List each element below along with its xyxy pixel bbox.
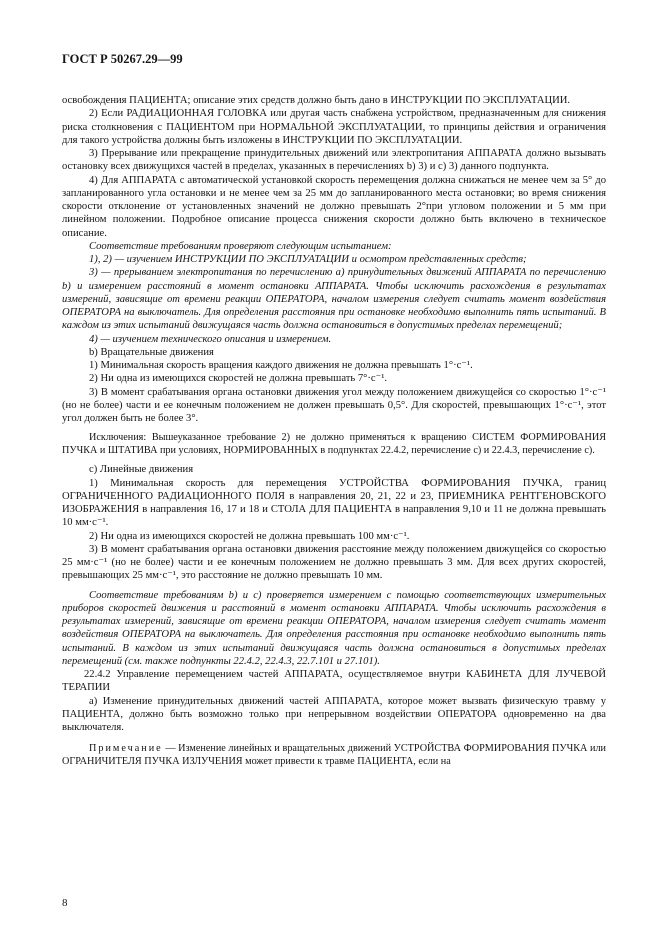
paragraph: а) Изменение принудительных движений частей АППАРАТА, которое может вызвать физическую травму у ПАЦИЕНТА, должно быть возможно только при непрерывном воздействии ОПЕРАТОРА одновременно на два выключателя.: [62, 695, 606, 733]
exception-paragraph: Исключения: Вышеуказанное требование 2) не должно применяться к вращению СИСТЕМ ФОРМИРОВАНИЯ ПУЧКА и ШТАТИВА при условиях, НОРМИРОВАННЫХ в подпунктах 22.4.2, перечисление с) и 22.4.3, перечисление с).: [62, 432, 606, 457]
note-paragraph: [62, 742, 606, 768]
list-heading: b) Вращательные движения: [89, 346, 214, 358]
paragraph: освобождения ПАЦИЕНТА; описание этих средств должно быть дано в ИНСТРУКЦИИ ПО ЭКСПЛУАТАЦИИ.: [62, 95, 571, 106]
paragraph: 4) Для АППАРАТА с автоматической установкой скорость перемещения должна снижаться не менее чем за 5° до запланированного угла остановки и не менее чем за 25 мм до запланированного места остановки; во время снижения скорости отклонение от установленных значений не должно превышать 2°при угловом положении и 5 мм при линейном положении. Подробное описание процесса снижения скорости должно быть включено в техническое описание.: [62, 174, 606, 239]
note-text: — Изменение линейных и вращательных движений УСТРОЙСТВА ФОРМИРОВАНИЯ ПУЧКА или ОГРАНИЧИТЕЛЯ ПУЧКА ИЗЛУЧЕНИЯ может привести к травме ПАЦИЕНТА, если на: [62, 743, 606, 768]
paragraph: 1) Минимальная скорость вращения каждого движения не должна превышать 1°·с⁻¹.: [89, 360, 473, 371]
paragraph: 2) Если РАДИАЦИОННАЯ ГОЛОВКА или другая часть снабжена устройством, предназначенным для снижения риска столкновения с ПАЦИЕНТОМ при НОРМАЛЬНОЙ ЭКСПЛУАТАЦИИ, то принципы действия и ограничения для такого устройства должны быть изложены в ИНСТРУКЦИИ ПО ЭКСПЛУАТАЦИИ.: [62, 108, 606, 146]
document-body: [62, 94, 606, 768]
paragraph: 3) В момент срабатывания органа остановки движения расстояние между положением движущейся со скоростью 25 мм·с⁻¹ (но не более) части и ее конечным положением не должно превышать 3 мм. Для всех других скоростей, превышающих 25 мм·с⁻¹, это расстояние не должно превышать 10 мм.: [62, 543, 606, 582]
paragraph: 3) В момент срабатывания органа остановки движения угол между положением движущейся со скоростью 1°·с⁻¹ (но не более) части и ее конечным положением не должен превышать 0,5°. Для скоростей, превышающих 1°·с⁻¹, этот угол должен быть не более 3°.: [62, 386, 606, 424]
list-heading: с) Линейные движения: [89, 464, 194, 476]
paragraph: 2) Ни одна из имеющихся скоростей не должна превышать 7°·с⁻¹.: [89, 373, 388, 385]
paragraph: 2) Ни одна из имеющихся скоростей не должна превышать 100 мм·с⁻¹.: [89, 530, 410, 542]
compliance-paragraph: 1), 2) — изучением ИНСТРУКЦИИ ПО ЭКСПЛУАТАЦИИ и осмотром представленных средств;: [89, 254, 527, 265]
compliance-paragraph: Соответствие требованиям b) и с) проверяется измерением с помощью соответствующих измерительных приборов скоростей движения и расстояний в момент остановки АППАРАТА. Чтобы исключить расхождения в результатах измерений, зависящие от времени реакции ОПЕРАТОРА, началом измерения следует считать момент воздействия ОПЕРАТОРА на выключатель. Для определения расстояния при остановке необходимо выполнить пять испытаний. В каждом из этих испытаний движущаяся часть должна остановиться в допустимых пределах перемещений (см. также подпункты 22.4.2, 22.4.3, 22.7.101 и 27.101).: [62, 589, 606, 667]
paragraph: 1) Минимальная скорость для перемещения УСТРОЙСТВА ФОРМИРОВАНИЯ ПУЧКА, границ ОГРАНИЧЕННОГО РАДИАЦИОННОГО ПОЛЯ в направления 20, 21, 22 и 23, ПРИЕМНИКА РЕНТГЕНОВСКОГО ИЗОБРАЖЕНИЯ в направления 16, 17 и 18 и СТОЛА ДЛЯ ПАЦИЕНТА в направления 9,10 и 11 не должна превышать 10 мм·с⁻¹.: [62, 477, 606, 529]
note-label: Примечание: [89, 743, 163, 755]
section-heading: 22.4.2 Управление перемещением частей АППАРАТА, осуществляемое внутри КАБИНЕТА ДЛЯ ЛУЧЕВОЙ ТЕРАПИИ: [62, 669, 606, 694]
compliance-paragraph: 3) — прерыванием электропитания по перечислению а) принудительных движений АППАРАТА по перечислению b) и измерением расстояний в момент остановки АППАРАТА. Чтобы исключить расхождения в результатах измерений, зависящие от времени реакции ОПЕРАТОРА, началом измерения следует считать момент воздействия ОПЕРАТОРА на выключатель. Для определения расстояния при остановке необходимо выполнить пять испытаний. В каждом из этих испытаний движущаяся часть должна остановиться в допустимых пределах перемещений;: [62, 267, 606, 332]
document-header: ГОСТ Р 50267.29—99: [62, 52, 183, 66]
compliance-paragraph: Соответствие требованиям проверяют следующим испытанием:: [89, 240, 392, 252]
paragraph: 3) Прерывание или прекращение принудительных движений или электропитания АППАРАТА должно вызывать остановку всех движущихся частей в пределах, указанных в перечислениях b) 3) и с) 3) данного подпункта.: [62, 148, 606, 173]
page-number: 8: [62, 897, 68, 909]
compliance-paragraph: 4) — изучением технического описания и измерением.: [89, 333, 332, 345]
